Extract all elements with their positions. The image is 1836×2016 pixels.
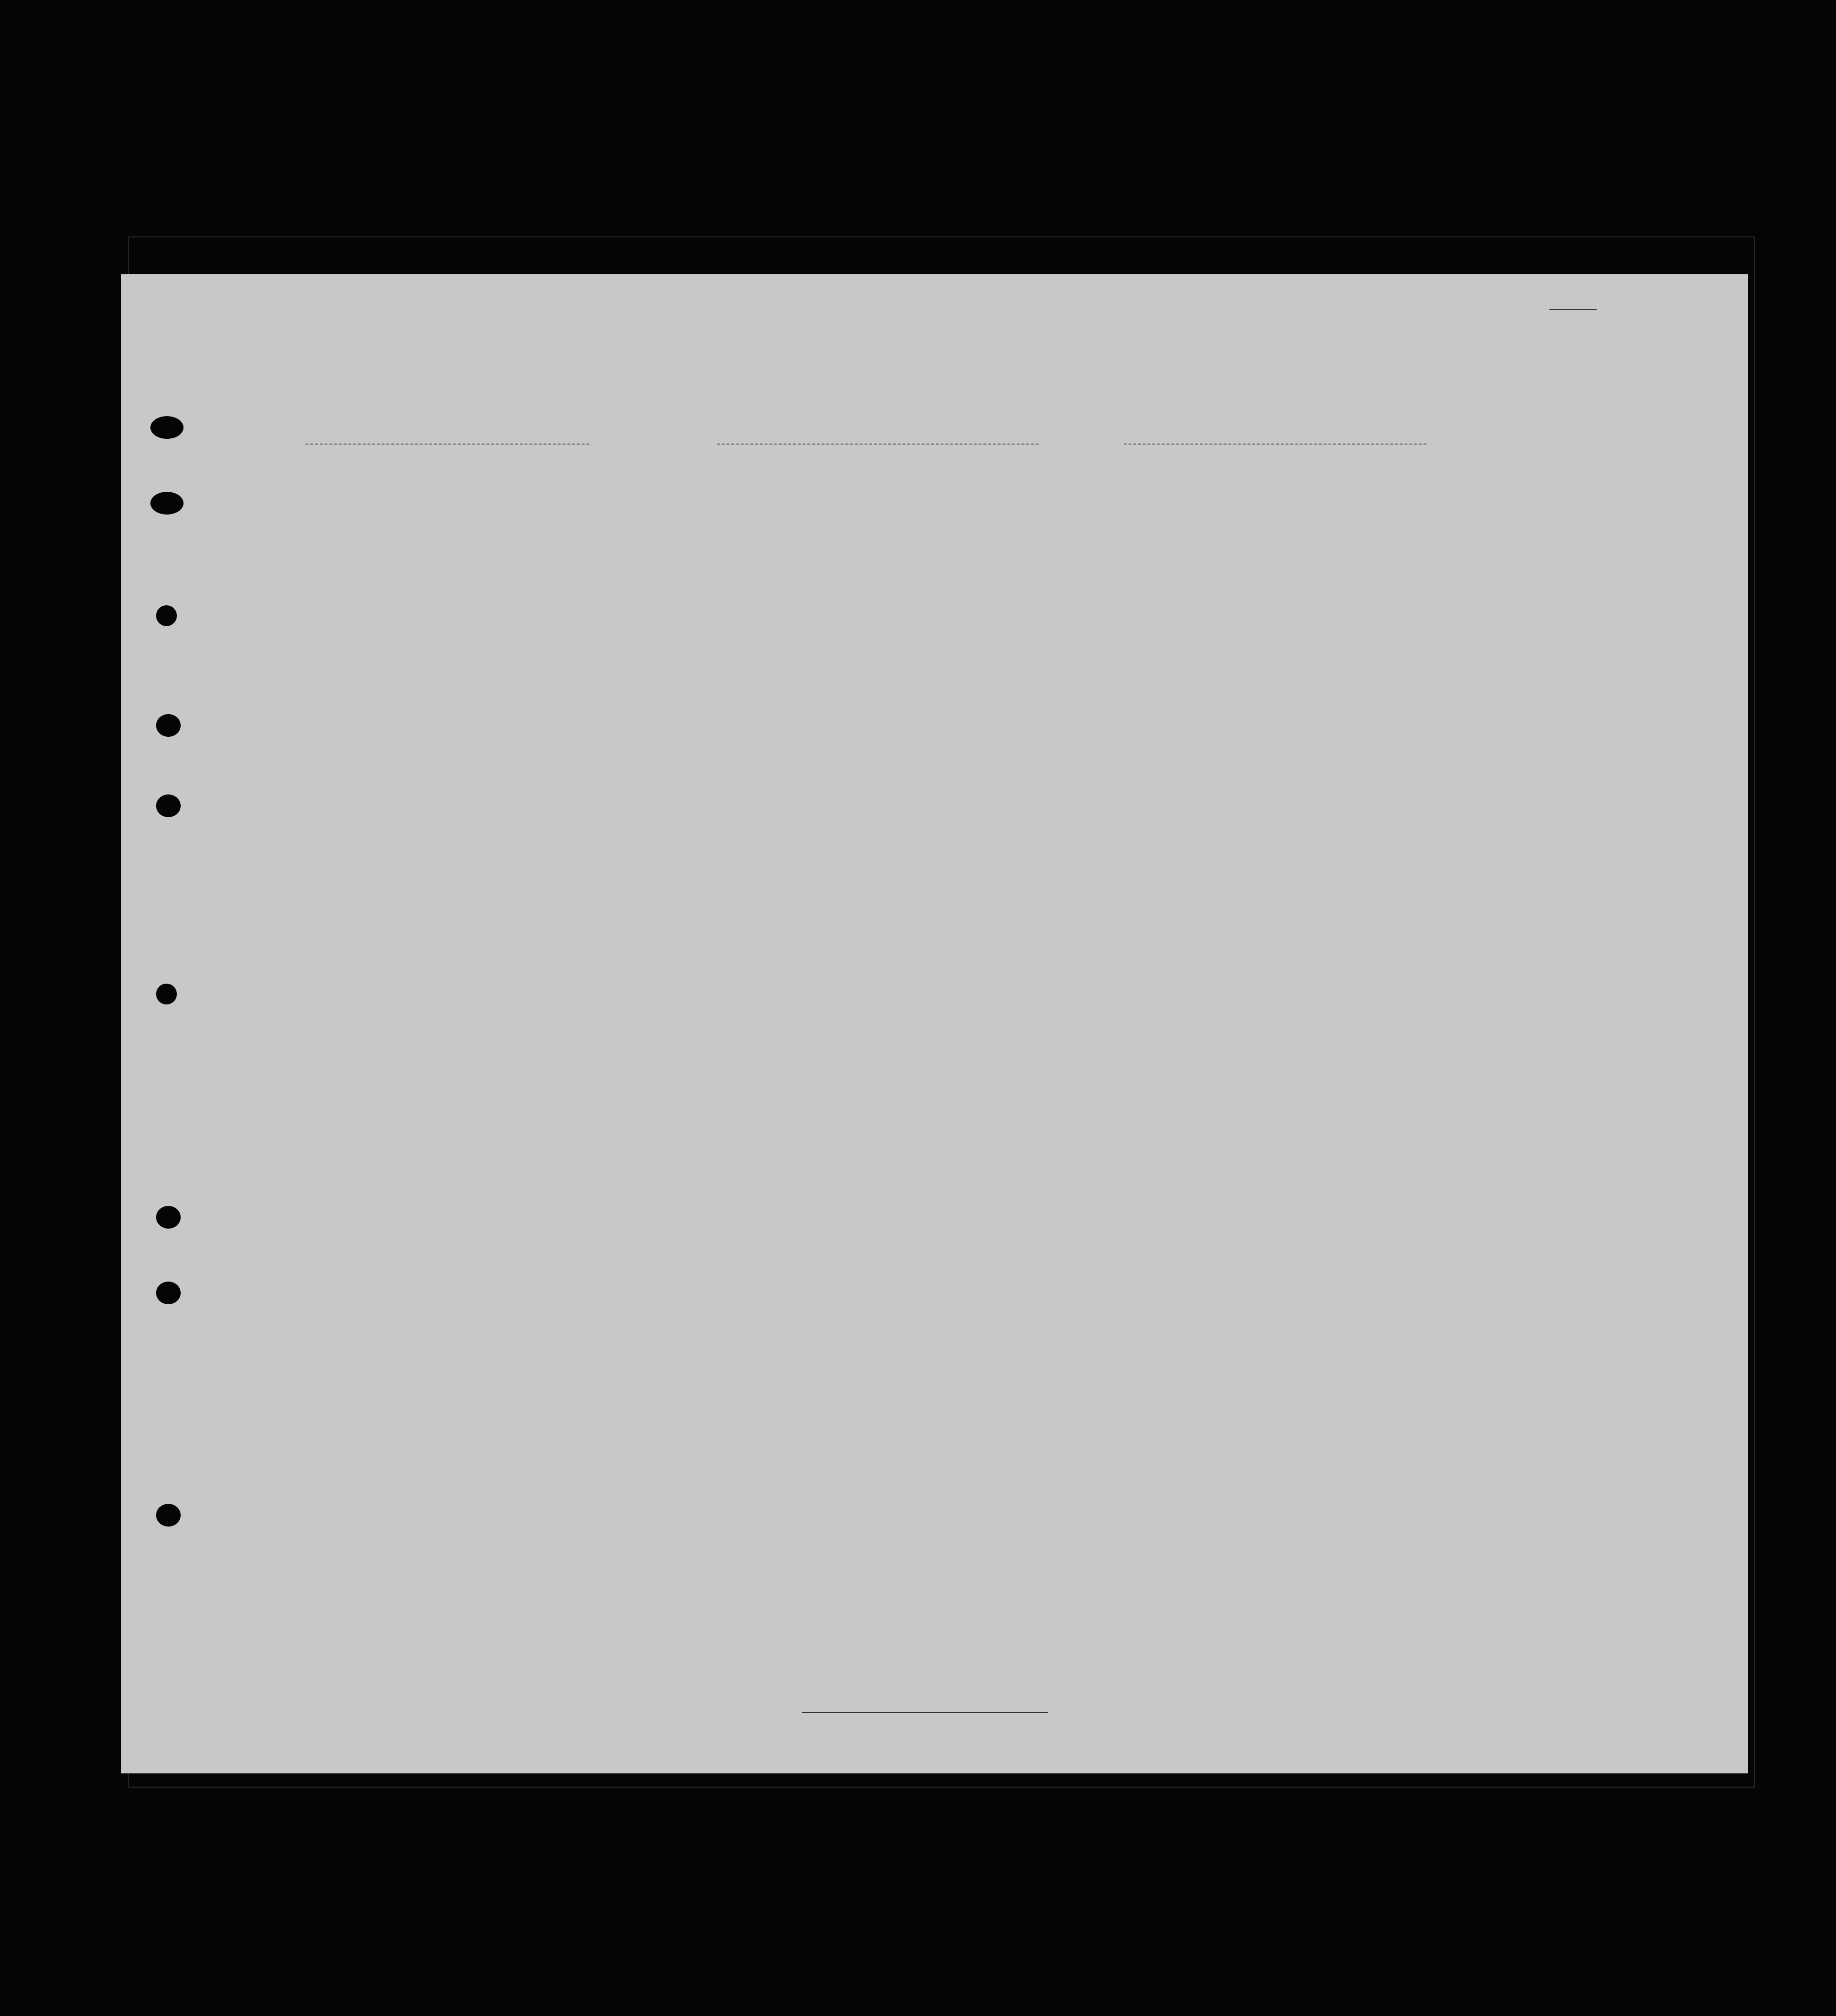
col-6-header [778,463,925,466]
table-grid [121,274,1748,1773]
col-1-header [187,463,216,466]
col-11-header [1093,463,1179,466]
col-17-header [1604,463,1708,475]
punch-hole [150,416,184,439]
col-3-header [291,463,575,466]
col-9-header [1023,463,1060,466]
col-7-header [932,463,979,466]
punch-hole [150,492,184,515]
col-16-header [1448,463,1600,477]
col-2-header [220,463,268,466]
punch-hole [156,984,177,1004]
punch-hole [156,605,177,626]
col-4-header [608,463,665,466]
punch-hole [156,714,181,737]
punch-hole [156,1282,181,1304]
col-5-header [674,463,769,466]
col-8-header [979,463,1022,466]
col-15-header [1354,463,1443,466]
punch-hole [156,1504,181,1527]
col-14-header [1306,463,1349,466]
punch-hole [156,794,181,817]
col-10-header [1060,463,1093,466]
col-13-header [1264,463,1306,466]
manifest-sheet [121,274,1748,1773]
punch-hole [156,1206,181,1229]
col-12-header [1179,463,1264,466]
